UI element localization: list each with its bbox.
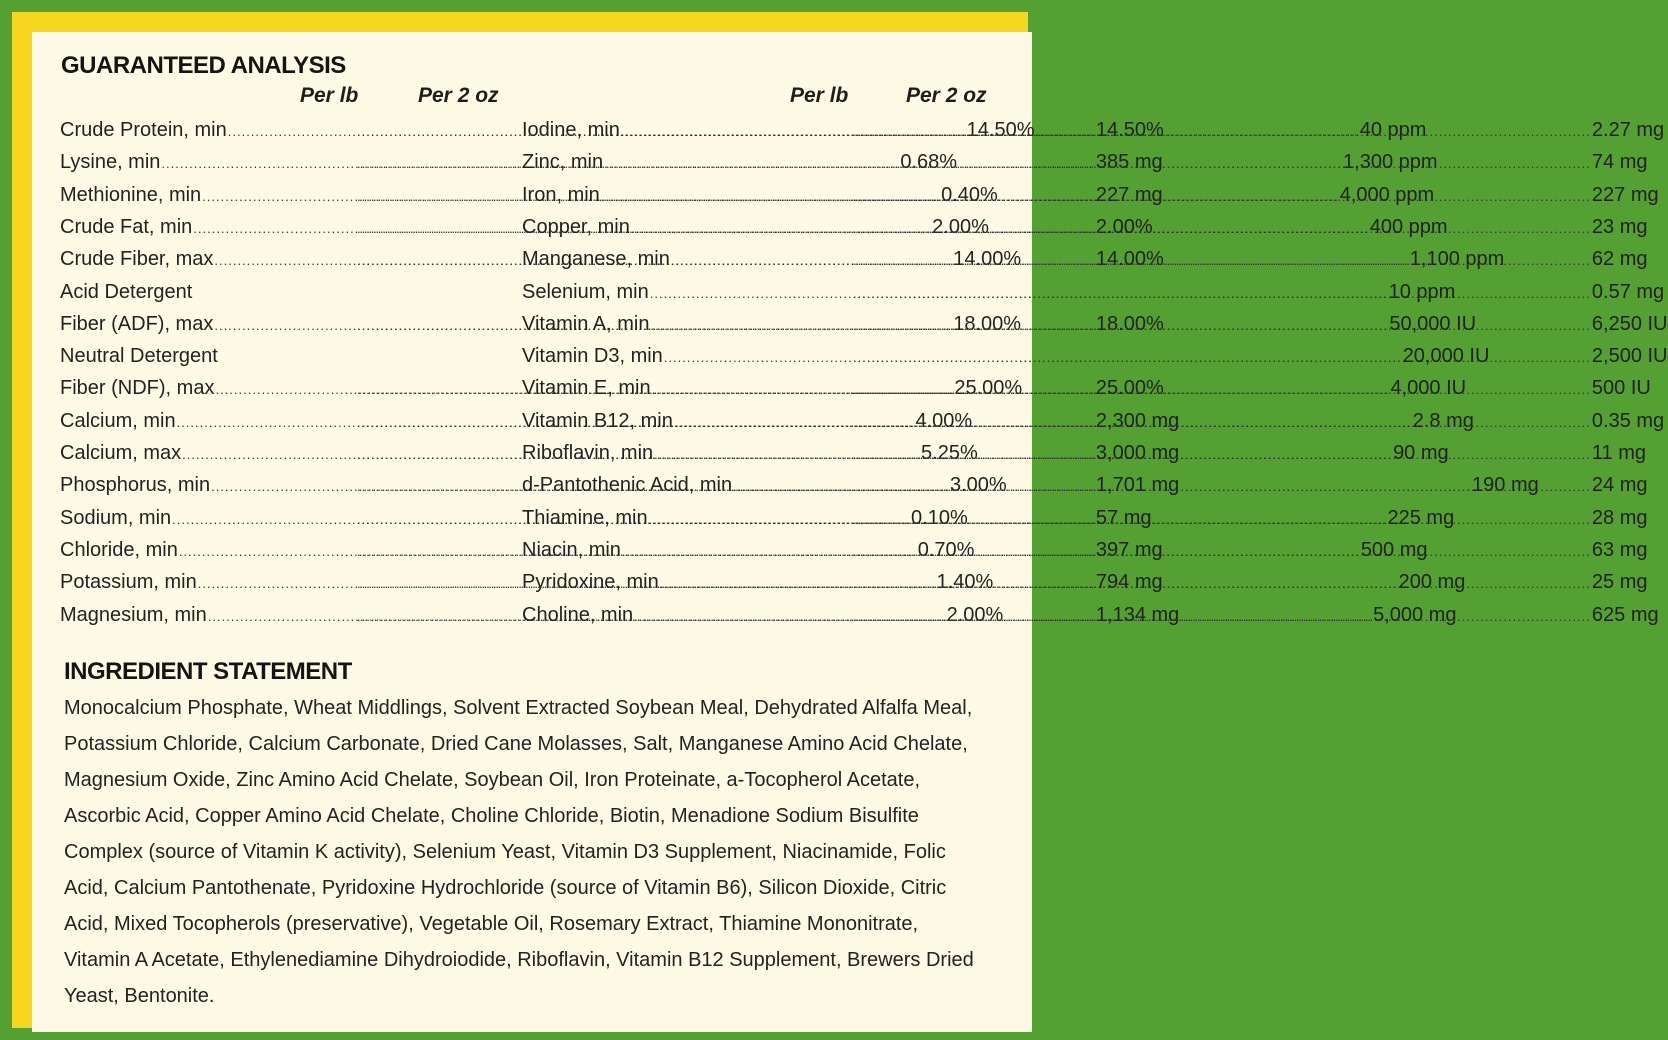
nutrient-name: d-Pantothenic Acid, min bbox=[522, 474, 733, 497]
per-lb-value: 0.68% bbox=[900, 151, 958, 174]
per-lb-value: 2.8 mg bbox=[1412, 409, 1474, 432]
nutrient-name: Phosphorus, min bbox=[60, 474, 211, 497]
per-lb-value: 5.25% bbox=[921, 442, 978, 464]
leader-dots bbox=[853, 342, 1591, 374]
leader-dots bbox=[853, 504, 1591, 536]
nutrient-name: Sodium, min bbox=[60, 506, 172, 529]
left-per-2oz-header: Per 2 oz bbox=[418, 84, 499, 107]
per-lb-value: 0.70% bbox=[917, 538, 975, 561]
per-2oz-value: 25.00% bbox=[1095, 377, 1164, 400]
left-per-lb-header: Per lb bbox=[300, 84, 359, 107]
nutrient-name: Lysine, min bbox=[60, 151, 161, 174]
analysis-subheading: Acid Detergent bbox=[60, 280, 193, 303]
ingredient-statement-text: Monocalcium Phosphate, Wheat Middlings, Solvent Extracted Soybean Meal, Dehydrated Alfalfa Meal, Potassium Chloride, Calcium Carbonate, Dried Cane Molasses, Salt, Manganese Amino Acid Chelate, Magnesium Oxide, Zinc Amino Acid Chelate, Soybean Oil, Iron Proteinate, a-Tocopherol Acetate, Ascorbic Acid, Copper Amino Acid Chelate, Choline Chloride, Biotin, Menadione Sodium Bisulfite Complex (source of Vitamin K activity), Selenium Yeast, Vitamin D3 Supplement, Niacinamide, Folic Acid, Calcium Pantothenate, Pyridoxine Hydrochloride (source of Vitamin B6), Silicon Dioxide, Citric Acid, Mixed Tocopherols (preservative), Vegetable Oil, Rosemary Extract, Thiamine Mononitrate, Vitamin A Acetate, Ethylenediamine Dihydroiodide, Riboflavin, Vitamin B12 Supplement, Brewers Dried Yeast, Bentonite. bbox=[64, 697, 974, 1007]
per-lb-value: 200 mg bbox=[1398, 571, 1466, 594]
leader-dots bbox=[853, 213, 1591, 245]
per-2oz-value: 6,250 IU bbox=[1591, 312, 1668, 335]
per-2oz-value: 2,500 IU bbox=[1591, 345, 1668, 368]
guaranteed-analysis-title: GUARANTEED ANALYSIS bbox=[61, 52, 346, 79]
per-2oz-value: 2.27 mg bbox=[1591, 119, 1665, 141]
leader-dots bbox=[853, 374, 1591, 406]
per-lb-value: 50,000 IU bbox=[1389, 312, 1477, 335]
leader-dots bbox=[853, 601, 1591, 633]
per-2oz-value: 63 mg bbox=[1591, 538, 1648, 561]
per-lb-value: 2.00% bbox=[932, 215, 989, 238]
per-2oz-value: 0.57 mg bbox=[1591, 280, 1665, 303]
nutrient-name: Vitamin A, min bbox=[522, 312, 650, 335]
per-2oz-value: 2,300 mg bbox=[1095, 409, 1180, 432]
per-2oz-value: 500 IU bbox=[1591, 377, 1651, 400]
nutrient-name: Magnesium, min bbox=[60, 603, 207, 626]
per-2oz-value: 2.00% bbox=[1095, 215, 1153, 238]
per-lb-value: 40 ppm bbox=[1359, 119, 1427, 141]
per-2oz-value: 227 mg bbox=[1591, 183, 1659, 206]
per-lb-value: 20,000 IU bbox=[1402, 345, 1490, 368]
per-2oz-value: 24 mg bbox=[1591, 474, 1648, 497]
nutrient-name: Choline, min bbox=[522, 603, 634, 626]
nutrient-name: Methionine, min bbox=[60, 183, 202, 206]
nutrient-name: Vitamin D3, min bbox=[522, 345, 663, 368]
per-2oz-value: 18.00% bbox=[1095, 312, 1164, 335]
nutrient-name: Selenium, min bbox=[522, 280, 649, 303]
nutrient-name: Calcium, min bbox=[60, 409, 176, 432]
per-2oz-value: 794 mg bbox=[1095, 571, 1163, 594]
leader-dots bbox=[853, 471, 1591, 503]
per-2oz-value: 11 mg bbox=[1591, 442, 1646, 464]
per-lb-value: 14.50% bbox=[966, 119, 1035, 141]
per-2oz-value: 62 mg bbox=[1591, 248, 1648, 271]
nutrient-name: Crude Fat, min bbox=[60, 215, 193, 238]
per-2oz-value: 28 mg bbox=[1591, 506, 1648, 529]
per-2oz-value: 14.50% bbox=[1095, 119, 1164, 141]
leader-dots bbox=[853, 148, 1591, 180]
nutrient-name: Potassium, min bbox=[60, 571, 197, 594]
per-lb-value: 225 mg bbox=[1387, 506, 1455, 529]
analysis-subheading: Neutral Detergent bbox=[60, 345, 218, 368]
label-panel bbox=[32, 32, 1668, 1032]
analysis-row bbox=[522, 276, 1665, 308]
per-2oz-value: 625 mg bbox=[1591, 603, 1659, 626]
per-2oz-value: 385 mg bbox=[1095, 151, 1163, 174]
per-lb-value: 18.00% bbox=[953, 312, 1022, 335]
per-lb-value: 4,000 ppm bbox=[1339, 183, 1435, 206]
per-lb-value: 1.40% bbox=[936, 571, 994, 594]
per-lb-value: 25.00% bbox=[954, 377, 1023, 400]
per-lb-value: 4,000 IU bbox=[1390, 377, 1467, 400]
ingredient-statement-title: INGREDIENT STATEMENT bbox=[64, 658, 352, 685]
per-lb-value: 10 ppm bbox=[1388, 280, 1456, 303]
per-lb-value: 14.00% bbox=[953, 248, 1022, 271]
leader-dots bbox=[853, 245, 1591, 277]
per-lb-value: 400 ppm bbox=[1369, 215, 1448, 238]
nutrient-name: Vitamin E, min bbox=[522, 377, 651, 400]
per-lb-value: 190 mg bbox=[1472, 474, 1539, 497]
per-2oz-value: 227 mg bbox=[1095, 183, 1163, 206]
per-2oz-value: 57 mg bbox=[1095, 506, 1152, 529]
nutrient-name: Fiber (NDF), max bbox=[60, 377, 215, 400]
per-lb-value: 1,100 ppm bbox=[1409, 248, 1505, 271]
per-2oz-value: 14.00% bbox=[1095, 248, 1164, 271]
per-2oz-value: 3,000 mg bbox=[1095, 442, 1180, 464]
per-lb-value: 1,300 ppm bbox=[1343, 151, 1438, 174]
per-2oz-value: 74 mg bbox=[1591, 151, 1648, 174]
nutrient-name: Pyridoxine, min bbox=[522, 571, 659, 594]
leader-dots bbox=[853, 568, 1591, 600]
per-2oz-value: 23 mg bbox=[1591, 215, 1648, 238]
per-2oz-value: 1,701 mg bbox=[1095, 474, 1180, 497]
nutrient-name: Iodine, min bbox=[522, 119, 620, 141]
nutrient-name: Zinc, min bbox=[522, 151, 604, 174]
per-lb-value: 0.40% bbox=[941, 183, 998, 206]
per-lb-value: 0.10% bbox=[911, 506, 968, 529]
nutrient-name: Vitamin B12, min bbox=[522, 409, 673, 432]
leader-dots bbox=[853, 278, 1591, 310]
per-2oz-value: 1,134 mg bbox=[1095, 603, 1180, 626]
nutrient-name: Crude Protein, min bbox=[60, 119, 227, 141]
nutrient-name: Riboflavin, min bbox=[522, 442, 654, 464]
nutrient-name: Chloride, min bbox=[60, 538, 178, 561]
per-2oz-value: 397 mg bbox=[1095, 538, 1163, 561]
nutrient-name: Iron, min bbox=[522, 183, 600, 206]
analysis-row bbox=[522, 179, 1659, 211]
right-per-2oz-header: Per 2 oz bbox=[906, 84, 987, 107]
leader-dots bbox=[853, 181, 1591, 213]
nutrient-name: Crude Fiber, max bbox=[60, 248, 214, 271]
inner-border bbox=[12, 12, 1668, 1028]
analysis-row bbox=[522, 340, 1668, 372]
nutrient-name: Copper, min bbox=[522, 215, 630, 238]
per-lb-value: 500 mg bbox=[1360, 538, 1428, 561]
nutrient-name: Calcium, max bbox=[60, 442, 182, 464]
nutrient-name: Fiber (ADF), max bbox=[60, 312, 214, 335]
right-per-lb-header: Per lb bbox=[790, 84, 849, 107]
per-2oz-value: 25 mg bbox=[1591, 571, 1648, 594]
leader-dots bbox=[853, 116, 1591, 148]
leader-dots bbox=[853, 536, 1591, 568]
per-lb-value: 2.00% bbox=[946, 603, 1004, 626]
per-lb-value: 3.00% bbox=[949, 474, 1007, 497]
nutrient-name: Manganese, min bbox=[522, 248, 670, 271]
per-2oz-value: 0.35 mg bbox=[1591, 409, 1665, 432]
per-lb-value: 5,000 mg bbox=[1373, 603, 1457, 626]
per-lb-value: 90 mg bbox=[1393, 442, 1449, 464]
nutrient-name: Thiamine, min bbox=[522, 506, 648, 529]
leader-dots bbox=[853, 407, 1591, 439]
per-lb-value: 4.00% bbox=[915, 409, 973, 432]
leader-dots bbox=[853, 439, 1591, 471]
leader-dots bbox=[853, 310, 1591, 342]
nutrient-name: Niacin, min bbox=[522, 538, 621, 561]
